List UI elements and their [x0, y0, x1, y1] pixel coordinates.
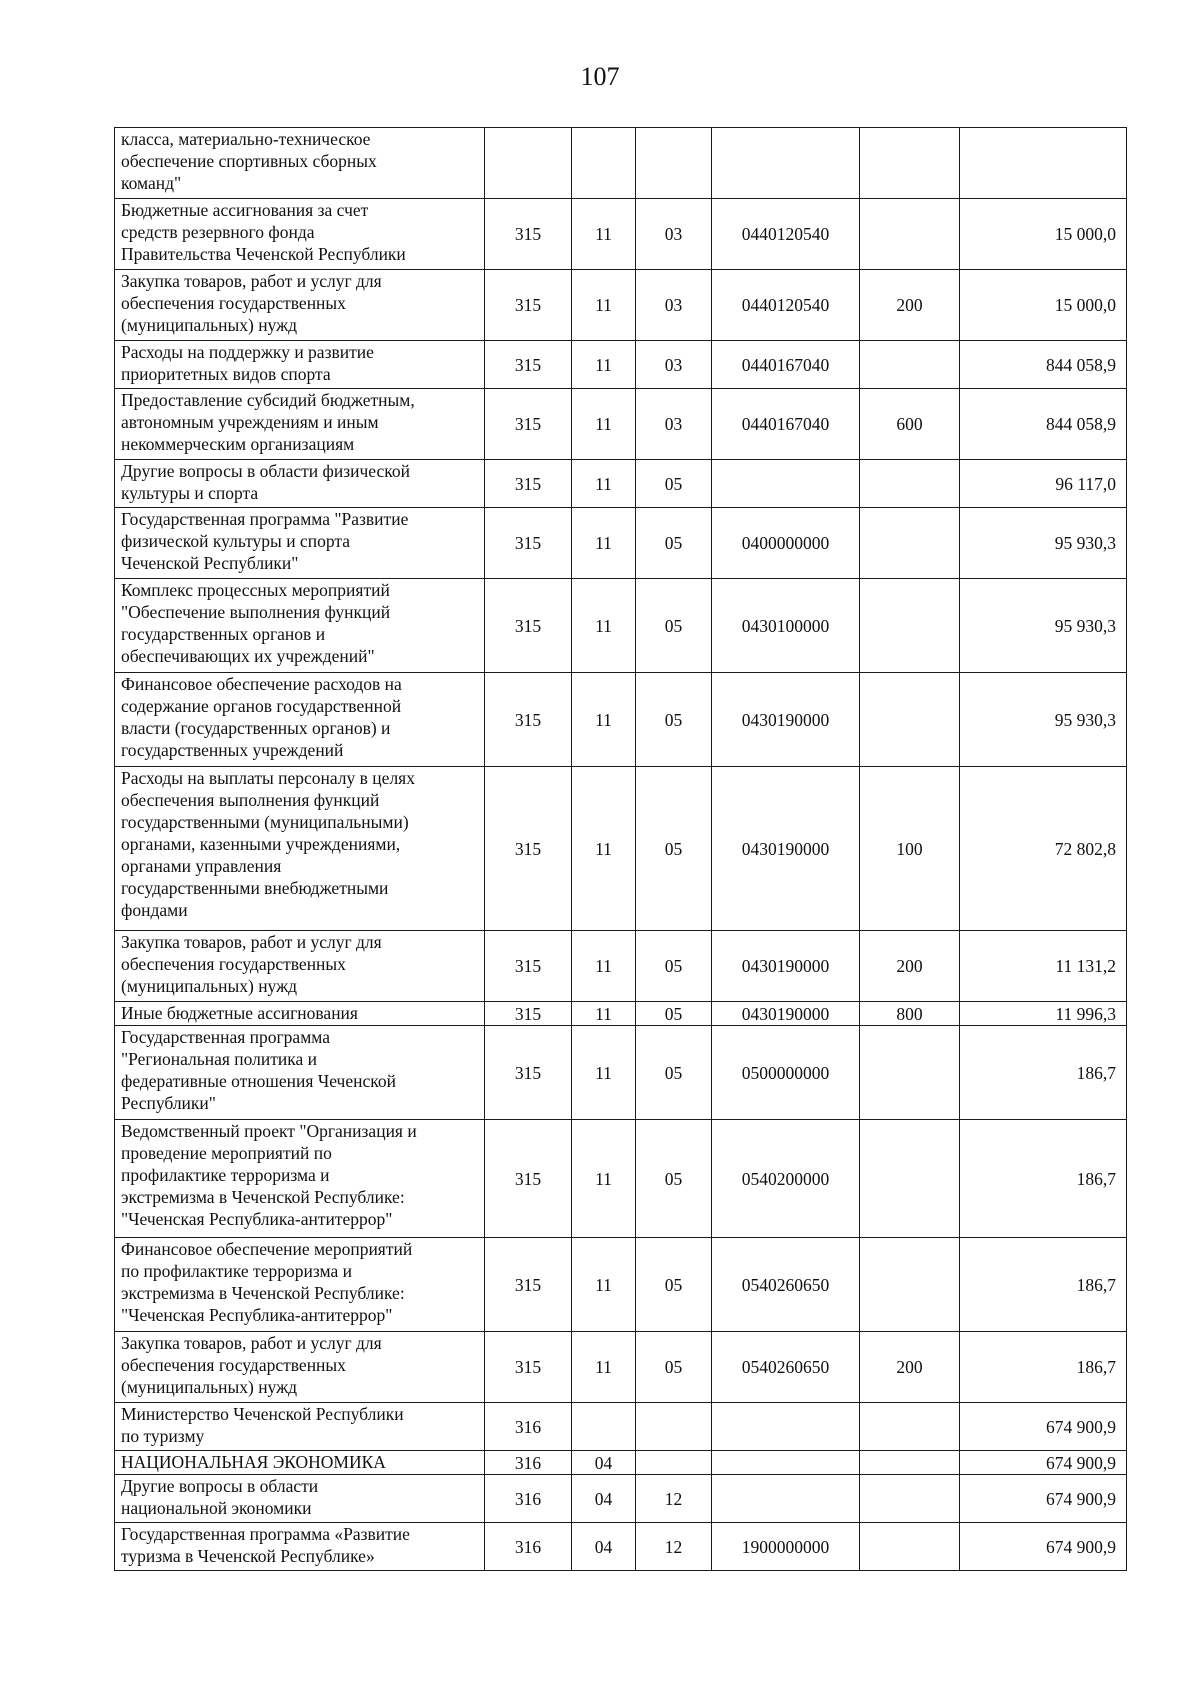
target-article-code: 0500000000	[712, 1026, 860, 1120]
target-article-code	[712, 1451, 860, 1475]
ministry-code	[485, 128, 572, 199]
row-name: Другие вопросы в области физической культуры и спорта	[115, 460, 485, 508]
expense-type-code	[860, 673, 960, 767]
subsection-code: 05	[636, 460, 712, 508]
target-article-code	[712, 128, 860, 199]
subsection-code: 05	[636, 1026, 712, 1120]
subsection-code: 05	[636, 1002, 712, 1026]
section-code: 11	[572, 270, 636, 341]
row-name: Расходы на поддержку и развитие приоритетных видов спорта	[115, 341, 485, 389]
table-row	[115, 1002, 1127, 1026]
section-code: 11	[572, 931, 636, 1002]
row-name: Иные бюджетные ассигнования	[115, 1002, 485, 1026]
section-code: 11	[572, 508, 636, 579]
subsection-code: 03	[636, 270, 712, 341]
target-article-code: 0430190000	[712, 931, 860, 1002]
target-article-code: 0440120540	[712, 199, 860, 270]
expense-type-code	[860, 1403, 960, 1451]
subsection-code: 05	[636, 931, 712, 1002]
expense-type-code	[860, 1451, 960, 1475]
amount: 186,7	[960, 1332, 1127, 1403]
amount: 15 000,0	[960, 199, 1127, 270]
page-number: 107	[580, 62, 620, 91]
table-row	[115, 128, 1127, 199]
amount: 186,7	[960, 1026, 1127, 1120]
expense-type-code: 100	[860, 767, 960, 931]
row-name: Закупка товаров, работ и услуг для обеспечения государственных (муниципальных) нужд	[115, 1332, 485, 1403]
subsection-code: 05	[636, 1332, 712, 1403]
table-row	[115, 1523, 1127, 1571]
row-name: Расходы на выплаты персоналу в целях обеспечения выполнения функций государственными (муниципальными) органами, казенными учреждениями, органами управления государственными внебюджетными фондами	[115, 767, 485, 931]
section-code: 04	[572, 1523, 636, 1571]
table-row	[115, 1332, 1127, 1403]
subsection-code: 05	[636, 1120, 712, 1238]
row-name: Комплекс процессных мероприятий "Обеспечение выполнения функций государственных органов и обеспечивающих их учреждений"	[115, 579, 485, 673]
table-row	[115, 1403, 1127, 1451]
amount: 674 900,9	[960, 1403, 1127, 1451]
row-name: Финансовое обеспечение расходов на содержание органов государственной власти (государственных органов) и государственных учреждений	[115, 673, 485, 767]
amount	[960, 128, 1127, 199]
ministry-code: 315	[485, 389, 572, 460]
target-article-code: 0400000000	[712, 508, 860, 579]
amount: 844 058,9	[960, 341, 1127, 389]
section-code	[572, 1403, 636, 1451]
amount: 95 930,3	[960, 579, 1127, 673]
ministry-code: 316	[485, 1523, 572, 1571]
table-row	[115, 1238, 1127, 1332]
ministry-code: 316	[485, 1451, 572, 1475]
subsection-code: 05	[636, 673, 712, 767]
section-code: 11	[572, 579, 636, 673]
amount: 11 996,3	[960, 1002, 1127, 1026]
section-code: 11	[572, 460, 636, 508]
amount: 674 900,9	[960, 1523, 1127, 1571]
section-code	[572, 128, 636, 199]
ministry-code: 315	[485, 1238, 572, 1332]
amount: 15 000,0	[960, 270, 1127, 341]
expense-type-code	[860, 460, 960, 508]
target-article-code: 0430190000	[712, 767, 860, 931]
table-row	[115, 389, 1127, 460]
target-article-code	[712, 1403, 860, 1451]
table-row	[115, 1120, 1127, 1238]
table-row	[115, 673, 1127, 767]
expense-type-code: 200	[860, 270, 960, 341]
expense-type-code	[860, 1238, 960, 1332]
amount: 674 900,9	[960, 1451, 1127, 1475]
amount: 11 131,2	[960, 931, 1127, 1002]
row-name: Государственная программа "Региональная политика и федеративные отношения Чеченской Республики"	[115, 1026, 485, 1120]
subsection-code: 05	[636, 508, 712, 579]
row-name: Государственная программа "Развитие физической культуры и спорта Чеченской Республики"	[115, 508, 485, 579]
ministry-code: 315	[485, 1120, 572, 1238]
target-article-code: 1900000000	[712, 1523, 860, 1571]
table-row	[115, 270, 1127, 341]
row-name: НАЦИОНАЛЬНАЯ ЭКОНОМИКА	[115, 1451, 485, 1475]
table-row	[115, 1026, 1127, 1120]
subsection-code	[636, 1403, 712, 1451]
ministry-code: 315	[485, 1002, 572, 1026]
table-row	[115, 931, 1127, 1002]
row-name: Ведомственный проект "Организация и проведение мероприятий по профилактике терроризма и экстремизма в Чеченской Республике: "Чеченская Республика-антитеррор"	[115, 1120, 485, 1238]
row-name: Министерство Чеченской Республики по туризму	[115, 1403, 485, 1451]
budget-table	[114, 127, 1127, 1571]
table-row	[115, 767, 1127, 931]
row-name: класса, материально-техническое обеспечение спортивных сборных команд"	[115, 128, 485, 199]
amount: 186,7	[960, 1120, 1127, 1238]
target-article-code	[712, 1475, 860, 1523]
target-article-code: 0440167040	[712, 389, 860, 460]
amount: 72 802,8	[960, 767, 1127, 931]
amount: 95 930,3	[960, 508, 1127, 579]
ministry-code: 315	[485, 1332, 572, 1403]
expense-type-code: 800	[860, 1002, 960, 1026]
target-article-code: 0540260650	[712, 1332, 860, 1403]
ministry-code: 315	[485, 1026, 572, 1120]
ministry-code: 316	[485, 1475, 572, 1523]
table-row	[115, 199, 1127, 270]
table-row	[115, 341, 1127, 389]
amount: 186,7	[960, 1238, 1127, 1332]
subsection-code: 03	[636, 389, 712, 460]
row-name: Другие вопросы в области национальной экономики	[115, 1475, 485, 1523]
subsection-code: 03	[636, 199, 712, 270]
expense-type-code: 200	[860, 931, 960, 1002]
subsection-code	[636, 1451, 712, 1475]
subsection-code: 05	[636, 579, 712, 673]
ministry-code: 315	[485, 341, 572, 389]
expense-type-code	[860, 1475, 960, 1523]
section-code: 11	[572, 1332, 636, 1403]
subsection-code: 05	[636, 1238, 712, 1332]
ministry-code: 315	[485, 931, 572, 1002]
subsection-code	[636, 128, 712, 199]
row-name: Закупка товаров, работ и услуг для обеспечения государственных (муниципальных) нужд	[115, 270, 485, 341]
subsection-code: 12	[636, 1475, 712, 1523]
expense-type-code: 200	[860, 1332, 960, 1403]
expense-type-code	[860, 199, 960, 270]
section-code: 11	[572, 1026, 636, 1120]
ministry-code: 315	[485, 767, 572, 931]
ministry-code: 315	[485, 270, 572, 341]
ministry-code: 315	[485, 579, 572, 673]
table-row	[115, 1475, 1127, 1523]
ministry-code: 315	[485, 460, 572, 508]
subsection-code: 03	[636, 341, 712, 389]
section-code: 11	[572, 199, 636, 270]
target-article-code: 0540260650	[712, 1238, 860, 1332]
subsection-code: 12	[636, 1523, 712, 1571]
section-code: 11	[572, 767, 636, 931]
target-article-code: 0430190000	[712, 673, 860, 767]
expense-type-code: 600	[860, 389, 960, 460]
section-code: 11	[572, 1002, 636, 1026]
table-row	[115, 460, 1127, 508]
section-code: 04	[572, 1451, 636, 1475]
section-code: 11	[572, 341, 636, 389]
row-name: Бюджетные ассигнования за счет средств резервного фонда Правительства Чеченской Республики	[115, 199, 485, 270]
row-name: Государственная программа «Развитие туризма в Чеченской Республике»	[115, 1523, 485, 1571]
target-article-code	[712, 460, 860, 508]
ministry-code: 315	[485, 673, 572, 767]
section-code: 04	[572, 1475, 636, 1523]
expense-type-code	[860, 1026, 960, 1120]
budget-table-body	[115, 128, 1127, 1571]
amount: 674 900,9	[960, 1475, 1127, 1523]
section-code: 11	[572, 389, 636, 460]
target-article-code: 0430190000	[712, 1002, 860, 1026]
amount: 95 930,3	[960, 673, 1127, 767]
table-row	[115, 579, 1127, 673]
ministry-code: 315	[485, 199, 572, 270]
target-article-code: 0440167040	[712, 341, 860, 389]
section-code: 11	[572, 1120, 636, 1238]
ministry-code: 315	[485, 508, 572, 579]
expense-type-code	[860, 508, 960, 579]
target-article-code: 0430100000	[712, 579, 860, 673]
expense-type-code	[860, 341, 960, 389]
expense-type-code	[860, 1523, 960, 1571]
subsection-code: 05	[636, 767, 712, 931]
amount: 844 058,9	[960, 389, 1127, 460]
row-name: Финансовое обеспечение мероприятий по профилактике терроризма и экстремизма в Чеченской Республике: "Чеченская Республика-антитеррор"	[115, 1238, 485, 1332]
table-row	[115, 1451, 1127, 1475]
row-name: Закупка товаров, работ и услуг для обеспечения государственных (муниципальных) нужд	[115, 931, 485, 1002]
ministry-code: 316	[485, 1403, 572, 1451]
expense-type-code	[860, 579, 960, 673]
expense-type-code	[860, 1120, 960, 1238]
section-code: 11	[572, 673, 636, 767]
expense-type-code	[860, 128, 960, 199]
table-row	[115, 508, 1127, 579]
target-article-code: 0440120540	[712, 270, 860, 341]
section-code: 11	[572, 1238, 636, 1332]
amount: 96 117,0	[960, 460, 1127, 508]
row-name: Предоставление субсидий бюджетным, автономным учреждениям и иным некоммерческим организациям	[115, 389, 485, 460]
target-article-code: 0540200000	[712, 1120, 860, 1238]
